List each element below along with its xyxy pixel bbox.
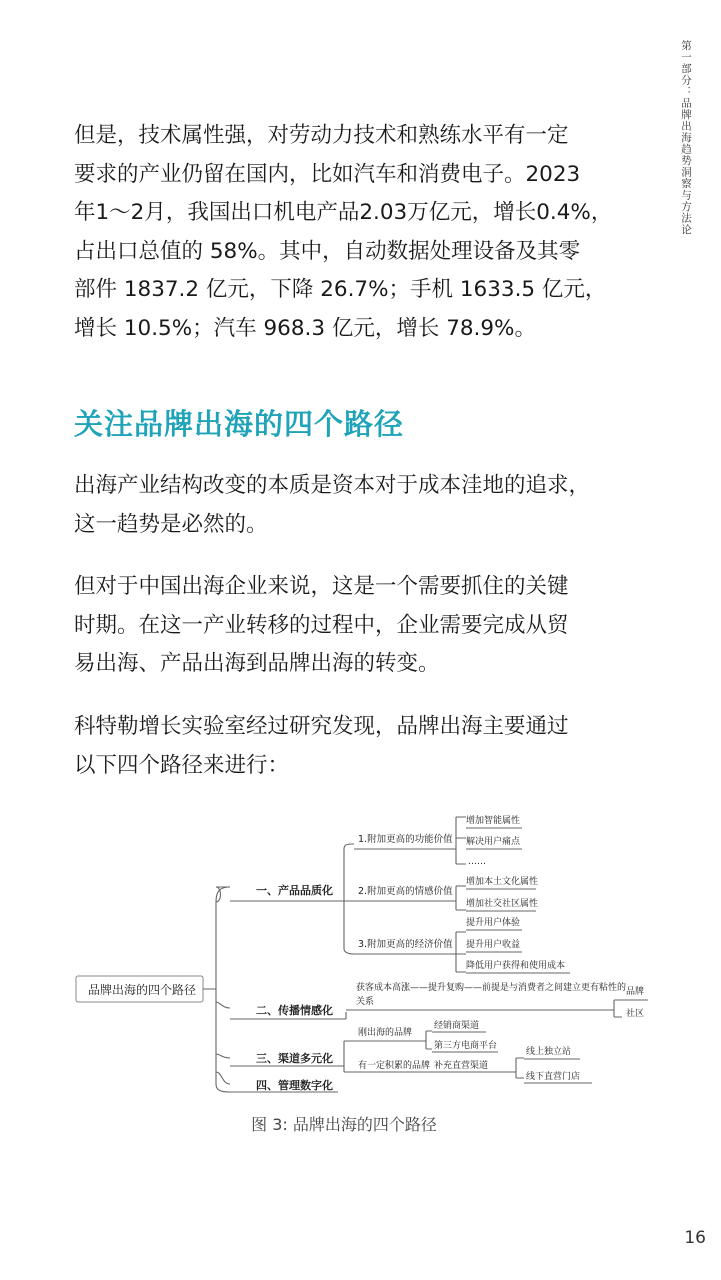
text-line: 但对于中国出海企业来说，这是一个需要抓住的关键 bbox=[74, 574, 569, 599]
b3-c1-leaf-2: 第三方电商平台 bbox=[434, 1041, 498, 1051]
text-line: 时期。在这一产业转移的过程中，企业需要完成从贸 bbox=[74, 612, 569, 638]
text-line: 出海产业结构改变的本质是资本对于成本洼地的追求， bbox=[74, 473, 591, 498]
b1-c3-leaf-1: 提升用户体验 bbox=[466, 918, 521, 928]
b1-c3-leaf-3: 降低用户获得和使用成本 bbox=[466, 961, 566, 971]
b3-c2-leaf-2: 线下直营门店 bbox=[526, 1072, 581, 1082]
mindmap-diagram bbox=[70, 806, 650, 1101]
text-line: 易出海、产品出海到品牌出海的转变。 bbox=[74, 651, 440, 676]
b1-child-1: 1.附加更高的功能价值 bbox=[358, 834, 453, 845]
connector-root bbox=[203, 887, 230, 1084]
b2-right-1: 品牌 bbox=[626, 987, 645, 997]
b3-c2-middle: 补充直营渠道 bbox=[434, 1061, 489, 1071]
branch-channel-diversification: 三、渠道多元化 bbox=[256, 1052, 333, 1065]
mindmap-root-label: 品牌出海的四个路径 bbox=[88, 983, 197, 997]
paragraph-4 bbox=[74, 708, 652, 785]
text-line: 部件 1837.2 亿元，下降 26.7%；手机 1633.5 亿元， bbox=[74, 277, 607, 302]
b3-c1-leaf-1: 经销商渠道 bbox=[434, 1021, 480, 1031]
b1-child-3: 3.附加更高的经济价值 bbox=[358, 939, 453, 950]
section-side-label: 第一部分：品牌出海趋势洞察与方法论 bbox=[680, 40, 692, 236]
b1-c2-leaf-1: 增加本土文化属性 bbox=[466, 877, 539, 887]
section-heading: 关注品牌出海的四个路径 bbox=[74, 407, 405, 441]
paragraph-3 bbox=[74, 568, 652, 684]
b1-c1-leaf-1: 增加智能属性 bbox=[466, 816, 521, 826]
page-number: 16 bbox=[684, 1228, 706, 1248]
b1-c1-leaf-3: …… bbox=[468, 857, 486, 867]
b1-child-2: 2.附加更高的情感价值 bbox=[358, 886, 453, 897]
text-line: 占出口总值的 58%。其中，自动数据处理设备及其零 bbox=[74, 238, 581, 264]
b3-child-1: 刚出海的品牌 bbox=[358, 1028, 413, 1038]
b3-child-2: 有一定积累的品牌 bbox=[358, 1061, 431, 1071]
text-line: 增长 10.5%；汽车 968.3 亿元，增长 78.9%。 bbox=[74, 315, 536, 341]
text-line: 以下四个路径来进行： bbox=[74, 752, 290, 778]
paragraph-2 bbox=[74, 467, 652, 544]
b2-text-line-1: 获客成本高涨——提升复购——前提是与消费者之间建立更有粘性的 bbox=[356, 983, 627, 993]
branch-communication-emotion: 二、传播情感化 bbox=[256, 1004, 333, 1017]
branch-management-digitization: 四、管理数字化 bbox=[256, 1079, 333, 1092]
b1-c3-leaf-2: 提升用户收益 bbox=[466, 940, 521, 950]
b1-c1-leaf-2: 解决用户痛点 bbox=[466, 837, 521, 847]
text-line: 科特勒增长实验室经过研究发现，品牌出海主要通过 bbox=[74, 714, 569, 739]
figure-caption: 图 3: 品牌出海的四个路径 bbox=[251, 1115, 437, 1134]
b3-c2-leaf-1: 线上独立站 bbox=[526, 1047, 572, 1057]
b2-right-2: 社区 bbox=[626, 1009, 645, 1019]
b2-text-line-2: 关系 bbox=[356, 997, 375, 1007]
text-line: 但是，技术属性强，对劳动力技术和熟练水平有一定 bbox=[74, 123, 569, 148]
b1-c2-leaf-2: 增加社交社区属性 bbox=[466, 899, 539, 909]
paragraph-1 bbox=[74, 117, 652, 348]
text-line: 这一趋势是必然的。 bbox=[74, 511, 268, 537]
connector-b1 bbox=[338, 844, 354, 954]
branch-product-quality: 一、产品品质化 bbox=[256, 884, 333, 897]
text-line: 要求的产业仍留在国内，比如汽车和消费电子。2023 bbox=[74, 161, 581, 187]
text-line: 年1～2月，我国出口机电产品2.03万亿元，增长0.4%， bbox=[74, 200, 613, 225]
